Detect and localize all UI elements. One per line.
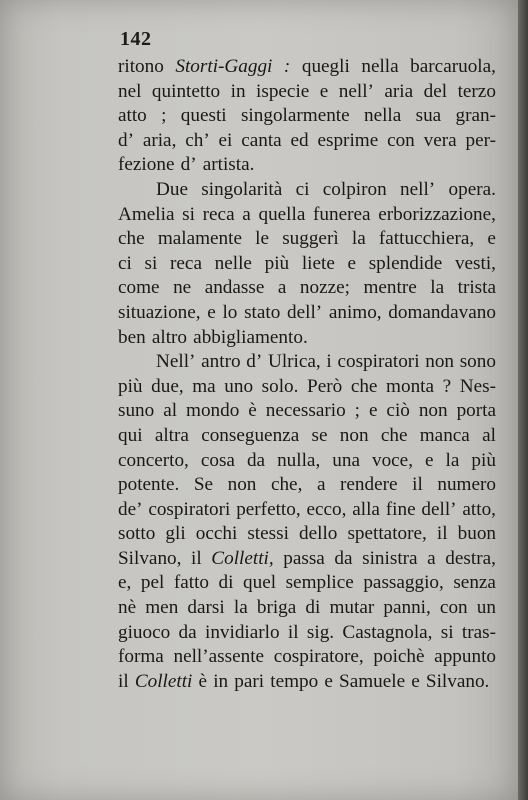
word: reca	[170, 252, 202, 274]
word: domandavano	[388, 301, 496, 323]
word: darsi	[187, 597, 225, 619]
word: cospiratore,	[273, 646, 364, 668]
italic-name: Colletti,	[211, 547, 274, 569]
word: nella	[361, 56, 399, 77]
word: numero	[437, 474, 496, 496]
word: le	[255, 228, 270, 250]
word: come	[118, 277, 160, 299]
word: erborizzazione,	[378, 203, 496, 225]
word: qui	[118, 424, 143, 446]
word: gran-	[455, 105, 496, 127]
text-line	[118, 645, 496, 670]
text-line	[118, 301, 496, 326]
word: ritono	[118, 56, 164, 77]
word: che	[380, 424, 408, 446]
text-line	[118, 80, 496, 105]
word: manca	[419, 424, 470, 446]
word: trista	[457, 277, 496, 299]
word: rendere	[340, 474, 398, 496]
word: il	[436, 523, 448, 545]
word: il	[118, 670, 129, 692]
word: nel	[118, 80, 142, 102]
word	[211, 547, 273, 572]
word: concerto,	[118, 449, 189, 471]
word: Ulrica,	[267, 351, 321, 373]
word: dell’	[421, 498, 457, 520]
word: perfetto,	[236, 498, 301, 520]
word: questi	[180, 105, 227, 127]
word: la	[445, 449, 460, 471]
book-spine-edge	[518, 0, 528, 800]
word: briga	[256, 597, 297, 619]
text-line	[118, 473, 496, 498]
word: aria	[384, 80, 414, 102]
word: più	[118, 375, 143, 397]
word: Amelia	[118, 203, 175, 225]
word: dell’	[287, 301, 323, 323]
word: poichè	[373, 646, 425, 668]
text-line	[118, 104, 496, 129]
word: giuoco	[118, 621, 171, 643]
word: suno	[118, 400, 155, 422]
text-line	[118, 252, 496, 277]
italic-name: :	[283, 56, 291, 77]
word: abbigliamento.	[193, 326, 308, 348]
italic-name: Colletti	[134, 670, 193, 692]
word: due,	[151, 375, 184, 397]
word: il	[191, 547, 202, 569]
word: per-	[465, 129, 496, 151]
word: cosa	[200, 449, 235, 471]
word: barcaruola,	[410, 56, 496, 77]
word: sotto	[118, 523, 156, 545]
word: si	[144, 252, 158, 274]
word: malamente	[157, 228, 242, 250]
word: singolarmente	[240, 105, 350, 127]
word: nell’	[400, 178, 436, 200]
word: che	[118, 228, 145, 250]
text-line	[118, 227, 496, 252]
word: non	[227, 474, 257, 496]
word: passa	[283, 547, 325, 569]
word: nell’assente	[173, 646, 265, 668]
word: andasse	[204, 277, 265, 299]
text-line	[118, 178, 496, 203]
word: artista.	[202, 154, 255, 176]
word: ispecie	[256, 80, 310, 102]
word: è	[248, 400, 257, 422]
word: quegli	[301, 56, 350, 77]
word: il	[412, 474, 423, 496]
word: vera	[423, 129, 457, 151]
text-line	[118, 399, 496, 424]
text-line	[118, 621, 496, 646]
word: nell’	[338, 80, 374, 102]
word: tempo	[270, 670, 319, 692]
word: Castagnola,	[342, 621, 433, 643]
word: i	[326, 351, 332, 373]
word: Silvano,	[118, 547, 182, 569]
text-line	[118, 55, 496, 80]
word: Due	[156, 178, 188, 200]
body-text	[118, 55, 496, 694]
word: situazione,	[118, 301, 201, 323]
word: passaggio,	[363, 572, 444, 594]
word: più	[471, 449, 496, 471]
text-line	[118, 153, 496, 178]
word: a	[242, 203, 251, 225]
word: in	[213, 670, 229, 692]
word: ?	[442, 375, 452, 397]
word: necessario	[265, 400, 346, 422]
word: lo	[222, 301, 238, 323]
word: quintetto	[151, 80, 221, 102]
word: e,	[118, 572, 132, 594]
word	[175, 55, 272, 80]
word: di	[305, 597, 321, 619]
word: a	[277, 277, 287, 299]
word: monta	[386, 375, 435, 397]
word: e	[207, 301, 216, 323]
word: e	[411, 670, 420, 692]
text-line	[118, 375, 496, 400]
word: de’	[118, 498, 143, 520]
word: d’	[180, 154, 197, 176]
word: destra,	[445, 547, 496, 569]
word: uno	[224, 375, 254, 397]
word: conseguenza	[201, 424, 300, 446]
word: reca	[202, 203, 235, 225]
word: animo,	[328, 301, 382, 323]
word: d’	[118, 129, 134, 151]
word: ch’	[185, 129, 210, 151]
word: non	[425, 351, 455, 373]
word: terzo	[457, 80, 496, 102]
word: ed	[290, 129, 309, 151]
word: con	[387, 129, 415, 151]
text-line	[118, 547, 496, 572]
word: si	[182, 203, 195, 225]
word: liete	[301, 252, 335, 274]
word: singolarità	[201, 178, 283, 200]
word: un	[476, 597, 496, 619]
word: stato	[244, 301, 281, 323]
word: ecco,	[306, 498, 347, 520]
text-line	[118, 522, 496, 547]
word: Però	[307, 375, 343, 397]
word: fattucchiera,	[378, 228, 475, 250]
page-number: 142	[120, 28, 152, 50]
word: mondo	[186, 400, 240, 422]
word: nè	[118, 597, 137, 619]
word: d’	[246, 351, 263, 373]
word: non	[339, 424, 369, 446]
word: del	[423, 80, 448, 102]
word: fezione	[118, 154, 175, 176]
word: e	[368, 400, 378, 422]
word: Nell’	[156, 351, 196, 373]
word: opera.	[448, 178, 496, 200]
word: solo.	[261, 375, 299, 397]
word: ciò	[386, 400, 410, 422]
word: antro	[201, 351, 241, 373]
word: e	[324, 670, 333, 692]
paragraph	[118, 178, 496, 350]
word: fatto	[173, 572, 210, 594]
word: non	[418, 400, 448, 422]
word: panni,	[383, 597, 431, 619]
word: altro	[151, 326, 188, 348]
word: potente.	[118, 474, 180, 496]
word: Se	[193, 474, 214, 496]
text-line	[118, 596, 496, 621]
word	[135, 670, 193, 695]
word: pel	[140, 572, 165, 594]
word: gli	[165, 523, 186, 545]
word: e	[425, 449, 434, 471]
word: ne	[173, 277, 192, 299]
word: occhi	[195, 523, 238, 545]
word: una	[332, 449, 360, 471]
word: e	[319, 80, 329, 102]
word: al	[163, 400, 178, 422]
text-line	[118, 129, 496, 154]
word: tras-	[461, 621, 496, 643]
word: funerea	[313, 203, 371, 225]
word: di	[218, 572, 234, 594]
word: ma	[192, 375, 216, 397]
text-line	[118, 498, 496, 523]
word: splendide	[368, 252, 443, 274]
word: ei	[218, 129, 233, 151]
word: fine	[385, 498, 416, 520]
word: ci	[295, 178, 310, 200]
text-line	[118, 203, 496, 228]
word: sono	[459, 351, 496, 373]
word	[284, 55, 290, 80]
word: a	[316, 474, 326, 496]
word: quella	[258, 203, 306, 225]
word: ci	[118, 252, 132, 274]
word: Nes-	[459, 375, 496, 397]
word: dello	[299, 523, 338, 545]
word: sua	[415, 105, 442, 127]
word: il	[287, 621, 299, 643]
word: sinistra	[362, 547, 418, 569]
word: colpiron	[322, 178, 387, 200]
text-line	[118, 326, 496, 351]
word: ;	[161, 105, 167, 127]
text-line	[118, 670, 496, 695]
word: che	[350, 375, 378, 397]
word: mentre	[363, 277, 417, 299]
word: vesti,	[454, 252, 496, 274]
word: pari	[234, 670, 265, 692]
word: la	[430, 277, 445, 299]
word: alla	[352, 498, 380, 520]
word: da	[334, 547, 353, 569]
word: mutar	[329, 597, 375, 619]
word: stessi	[247, 523, 289, 545]
word: esprime	[317, 129, 379, 151]
word: nozze;	[299, 277, 350, 299]
word: altra	[154, 424, 189, 446]
word: che,	[270, 474, 303, 496]
word: senza	[453, 572, 496, 594]
word: voce,	[371, 449, 413, 471]
word: semplice	[285, 572, 354, 594]
word: porta	[456, 400, 496, 422]
word: men	[145, 597, 179, 619]
word: nella	[363, 105, 402, 127]
word: suggerì	[282, 228, 339, 250]
word: se	[311, 424, 328, 446]
word: nulla,	[277, 449, 321, 471]
word: la	[351, 228, 366, 250]
text-line	[118, 424, 496, 449]
word: al	[482, 424, 496, 446]
italic-name: Storti-Gaggi	[175, 56, 273, 77]
word: buon	[457, 523, 496, 545]
word: in	[230, 80, 246, 102]
word: a	[427, 547, 436, 569]
word: invidiarlo	[204, 621, 280, 643]
word: quel	[243, 572, 277, 594]
word: atto	[118, 105, 147, 127]
word: da	[246, 449, 266, 471]
word: e	[347, 252, 357, 274]
word: con	[439, 597, 468, 619]
word: spettatore,	[347, 523, 427, 545]
word: ;	[354, 400, 360, 422]
word: cospiratori	[148, 498, 231, 520]
word: cospiratori	[337, 351, 420, 373]
word: Samuele	[339, 670, 406, 692]
word: più	[264, 252, 290, 274]
text-line	[118, 571, 496, 596]
word: è	[198, 670, 208, 692]
word: ben	[118, 326, 146, 348]
word: aria,	[142, 129, 177, 151]
text-line	[118, 449, 496, 474]
word: e	[487, 228, 496, 250]
paragraph	[118, 55, 496, 178]
word: appunto	[434, 646, 496, 668]
word: sig.	[306, 621, 335, 643]
word: da	[178, 621, 197, 643]
text-line	[118, 350, 496, 375]
word: canta	[241, 129, 282, 151]
word: Silvano.	[425, 670, 490, 692]
word: la	[233, 597, 248, 619]
word: nelle	[214, 252, 252, 274]
text-line	[118, 276, 496, 301]
paragraph	[118, 350, 496, 694]
word: forma	[118, 646, 164, 668]
word: si	[440, 621, 454, 643]
word: atto,	[462, 498, 496, 520]
